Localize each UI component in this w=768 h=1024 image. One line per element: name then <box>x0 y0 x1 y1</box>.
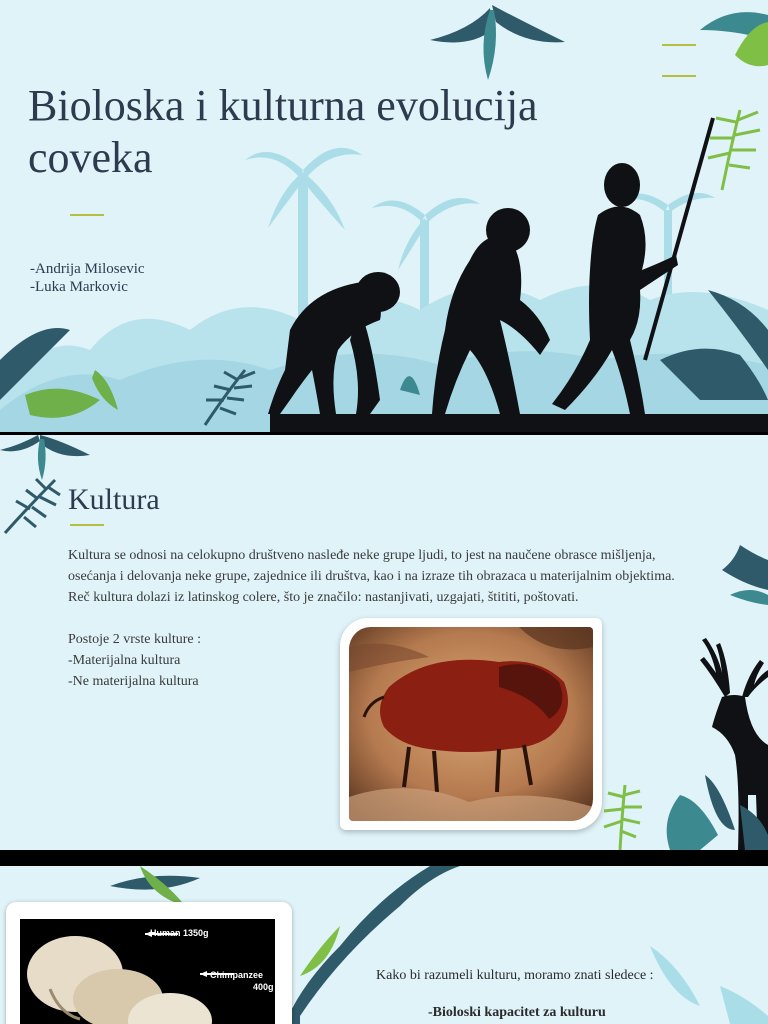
heading-accent-line <box>70 524 104 526</box>
slide-title <box>0 0 768 432</box>
slide-bioloski-kapacitet <box>0 866 768 1024</box>
list-item: -Ne materijalna kultura <box>68 674 199 689</box>
authors <box>30 260 145 296</box>
skull-label: Chimpanzee <box>210 970 264 980</box>
skull-comparison-image <box>6 902 292 1024</box>
bison-painting-icon <box>349 627 593 821</box>
slide-heading: Kultura <box>68 483 160 516</box>
title-accent-line <box>70 214 104 216</box>
palm-leaf-icon <box>0 435 90 480</box>
author-name: -Andrija Milosevic <box>30 261 145 277</box>
slide-title-text: Bioloska i kulturna evolucija coveka <box>28 81 538 182</box>
palm-leaf-icon <box>722 545 768 605</box>
fern-icon <box>5 479 60 533</box>
author-name: -Luka Markovic <box>30 279 128 295</box>
skull-label: 400g <box>253 982 274 992</box>
slide-kultura <box>0 435 768 850</box>
fern-icon <box>604 785 642 850</box>
cave-painting-image <box>340 618 602 830</box>
list-intro: Postoje 2 vrste kulture : <box>68 632 201 647</box>
palm-leaf-icon <box>430 5 768 80</box>
intro-text: Kako bi razumeli kulturu, moramo znati sledece : <box>376 968 654 983</box>
decor-line <box>662 75 696 77</box>
fern-icon <box>708 110 760 190</box>
slide-body <box>376 966 654 1023</box>
definition-paragraph: Kultura se odnosi na celokupno društveno nasleđe neke grupe ljudi, to jest na naučene obrasce mišljenja, osećanja i delovanja neke grupe, zajednice ili društva, kao i na izraze tih obrazaca u materijalnim objektima. Reč kultura dolazi iz latinskog colere, što je značilo: nastanjivati, uzgajati, štititi, poštovati. <box>68 548 675 605</box>
jungle-background <box>0 0 768 432</box>
decor-line <box>662 44 696 46</box>
deer-icon <box>700 638 768 850</box>
skull-label: Human 1350g <box>150 928 209 938</box>
list-item: -Materijalna kultura <box>68 653 181 668</box>
bold-list-item: -Bioloski kapacitet za kulturu <box>428 1005 606 1020</box>
